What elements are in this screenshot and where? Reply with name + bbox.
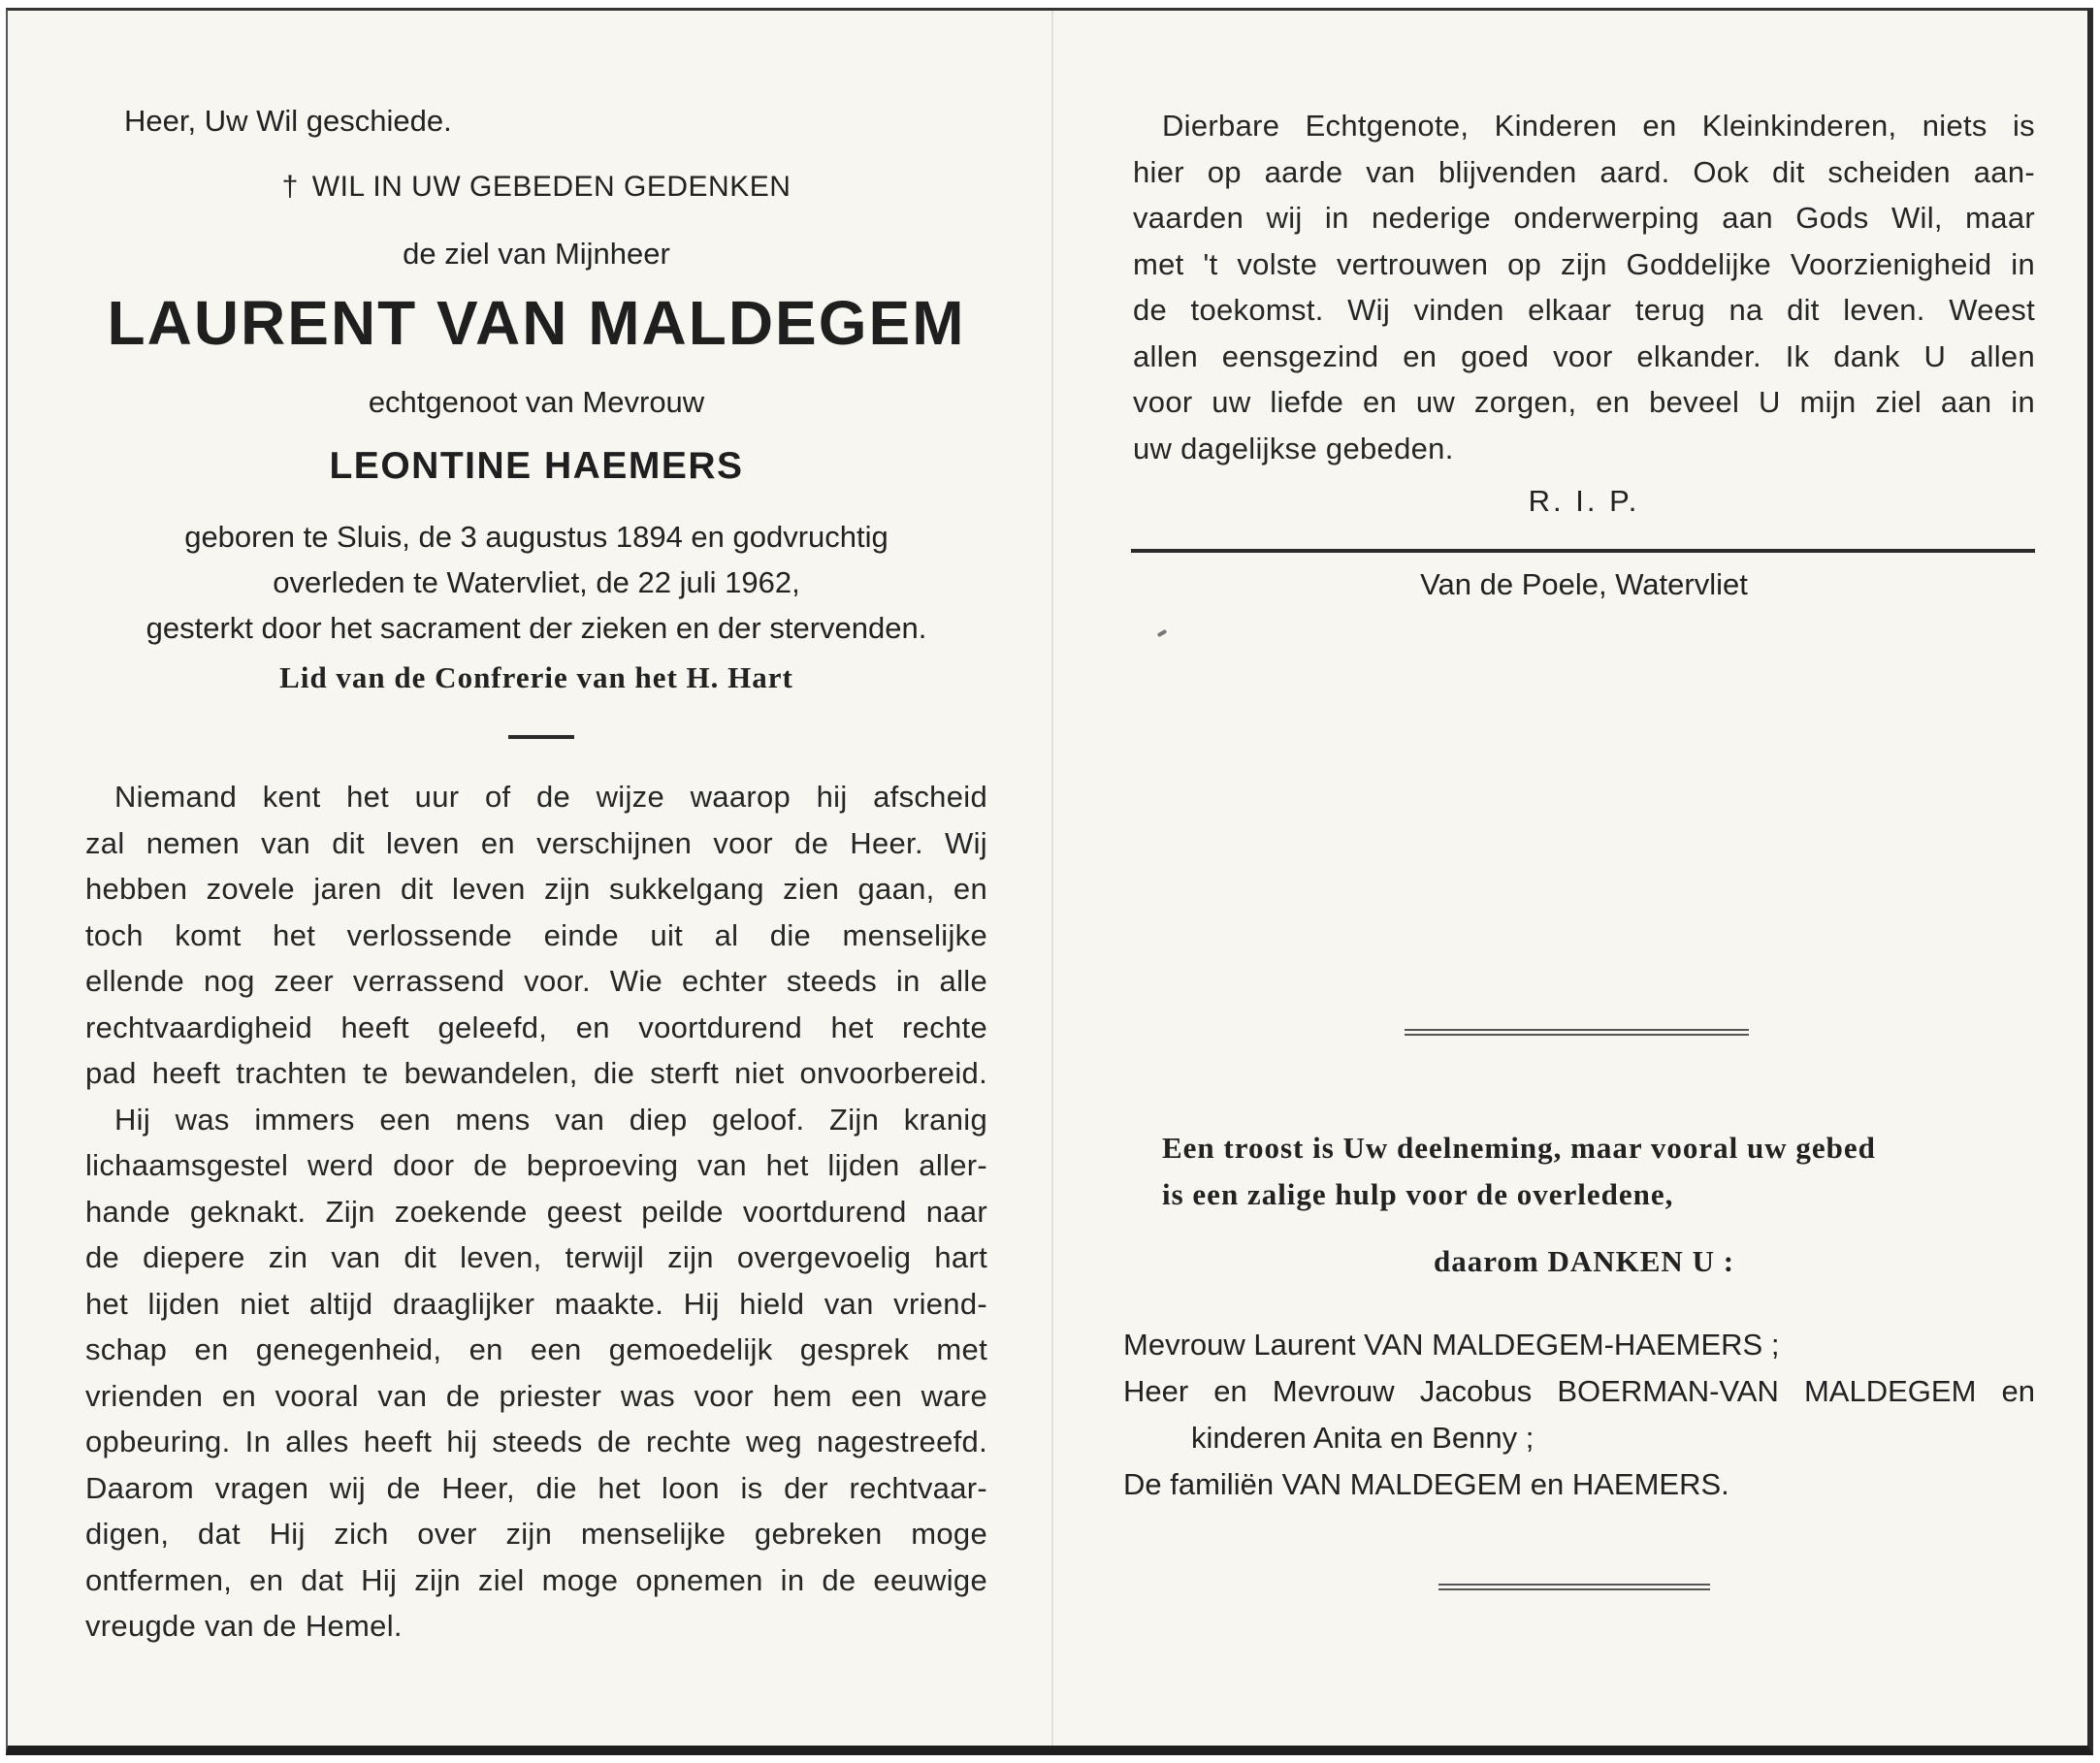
confrerie-line: Lid van de Confrerie van het H. Hart [279, 660, 793, 694]
right-panel [1123, 11, 2045, 1746]
rip-line: R. I. P. [1528, 484, 1640, 518]
text-line: vrienden en vooral van de priester was voor hem een ware [85, 1378, 987, 1413]
cross-icon: † [281, 171, 299, 203]
memorial-card [6, 8, 2093, 1755]
deceased-name: LAURENT VAN MALDEGEM [107, 288, 966, 358]
death-line: overleden te Watervliet, de 22 juli 1962, [273, 565, 800, 599]
text-line: hier op aarde van blijvenden aard. Ook dit scheiden aan- [1133, 154, 2035, 189]
family-line: kinderen Anita en Benny ; [1191, 1421, 1535, 1455]
text-line: Dierbare Echtgenote, Kinderen en Kleinkinderen, niets is [1162, 109, 2035, 143]
birth-line: geboren te Sluis, de 3 augustus 1894 en godvruchtig [184, 520, 888, 554]
text-line: Hij was immers een mens van diep geloof. Zijn kranig [114, 1102, 987, 1137]
text-line: ontfermen, en dat Hij zijn ziel moge opnemen in de eeuwige [85, 1562, 987, 1597]
text-line: de diepere zin van dit leven, terwijl zijn overgevoelig hart [85, 1240, 987, 1274]
divider-rule [1131, 549, 2035, 553]
right-body-text [1133, 103, 2035, 471]
text-line: allen eensgezind en goed voor elkander. Ik dank U allen [1133, 338, 2035, 373]
text-line: hebben zovele jaren dit leven zijn sukkelgang zien gaan, en [85, 872, 987, 906]
text-line: Daarom vragen wij de Heer, die het loon is der rechtvaar- [85, 1470, 987, 1505]
remember-text: WIL IN UW GEBEDEN GEDENKEN [311, 171, 792, 203]
text-line: pad heeft trachten te bewandelen, die sterft niet onvoorbereid. [85, 1056, 987, 1090]
text-line: met 't volste vertrouwen op zijn Goddelijke Voorzienigheid in [1133, 246, 2035, 281]
left-body-text [85, 774, 987, 1650]
family-line: Heer en Mevrouw Jacobus BOERMAN-VAN MALDEGEM en [1123, 1374, 2035, 1408]
double-rule-bottom [1438, 1584, 1710, 1590]
text-line: opbeuring. In alles heeft hij steeds de rechte weg nagestreefd. [85, 1425, 987, 1458]
text-line: zal nemen van dit leven en verschijnen voor de Heer. Wij [85, 825, 987, 860]
family-line: De familiën VAN MALDEGEM en HAEMERS. [1123, 1467, 1729, 1501]
text-line: lichaamsgestel werd door de beproeving van het lijden aller- [85, 1148, 987, 1182]
text-line: rechtvaardigheid heeft geleefd, en voortdurend het rechte [85, 1010, 987, 1044]
consolation-line: is een zalige hulp voor de overledene, [1162, 1177, 1674, 1211]
double-rule-top [1405, 1029, 1749, 1036]
thanks-line: daarom DANKEN U : [1433, 1244, 1735, 1278]
printer-credit: Van de Poele, Watervliet [1420, 567, 1748, 601]
text-line: toch komt het verlossende einde uit al die menselijke [85, 917, 987, 952]
card-fold [1051, 11, 1053, 1746]
text-line: vreugde van de Hemel. [85, 1609, 403, 1643]
opening-line: Heer, Uw Wil geschiede. [124, 104, 452, 138]
text-line: Niemand kent het uur of de wijze waarop hij afscheid [114, 780, 987, 814]
spouse-name: LEONTINE HAEMERS [329, 445, 744, 487]
text-line: digen, dat Hij zich over zijn menselijke gebreken moge [85, 1517, 987, 1551]
spouse-intro: echtgenoot van Mevrouw [368, 385, 705, 419]
text-line: voor uw liefde en uw zorgen, en beveel U mijn ziel aan in [1133, 385, 2035, 419]
text-line: de toekomst. Wij vinden elkaar terug na dit leven. Weest [1133, 293, 2035, 327]
text-line: schap en genegenheid, en een gemoedelijk gesprek met [85, 1332, 987, 1366]
remember-heading [76, 171, 997, 204]
text-line: uw dagelijkse gebeden. [1133, 431, 1454, 465]
family-line: Mevrouw Laurent VAN MALDEGEM-HAEMERS ; [1123, 1328, 1780, 1362]
soul-of-line: de ziel van Mijnheer [403, 237, 670, 271]
left-panel [76, 11, 997, 1746]
consolation-line: Een troost is Uw deelneming, maar vooral uw gebed [1162, 1131, 1876, 1165]
text-line: vaarden wij in nederige onderwerping aan Gods Wil, maar [1133, 201, 2035, 235]
text-line: het lijden niet altijd draaglijker maakte. Hij hield van vriend- [85, 1286, 987, 1321]
sacrament-line: gesterkt door het sacrament der zieken en der stervenden. [145, 611, 927, 645]
text-line: ellende nog zeer verrassend voor. Wie echter steeds in alle [85, 964, 987, 998]
text-line: hande geknakt. Zijn zoekende geest peilde voortdurend naar [85, 1194, 987, 1229]
separator-dash [508, 735, 574, 739]
